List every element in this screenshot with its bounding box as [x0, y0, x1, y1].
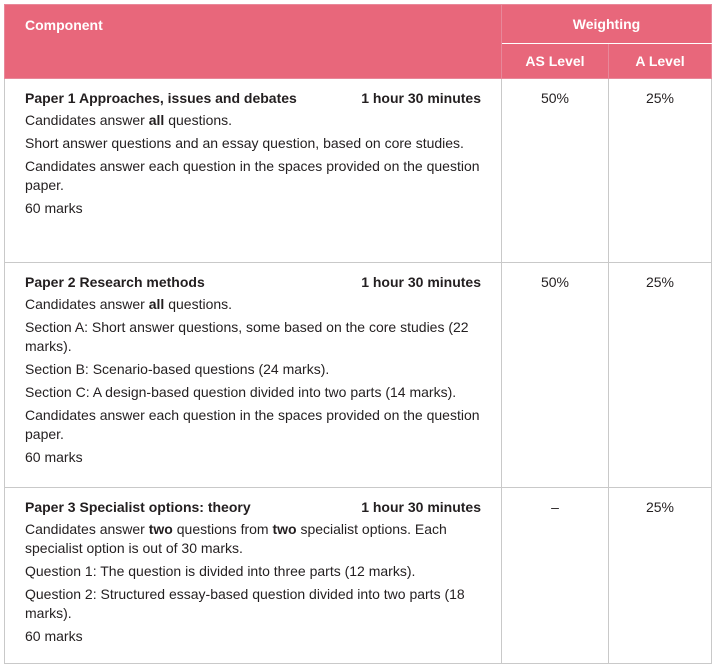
as-level-weight: –: [502, 488, 609, 664]
paper-3-description: [5, 488, 502, 664]
paper-heading: [25, 499, 481, 516]
marks-line: 60 marks: [25, 200, 83, 216]
paper-heading: [25, 90, 481, 107]
instruction-line: Candidates answer two questions from two specialist options. Each specialist option is out of 30 marks.: [25, 521, 447, 556]
description-line: Candidates answer each question in the spaces provided on the question paper.: [25, 407, 480, 442]
paper-duration: 1 hour 30 minutes: [361, 499, 481, 515]
description-line: Short answer questions and an essay question, based on core studies.: [25, 135, 464, 151]
description-line: Section A: Short answer questions, some based on the core studies (22 marks).: [25, 319, 469, 354]
paper-1-description: [5, 79, 502, 263]
description-line: Question 2: Structured essay-based question divided into two parts (18 marks).: [25, 586, 465, 621]
a-level-header: A Level: [609, 44, 712, 79]
paper-heading: [25, 274, 481, 291]
description-line: Section B: Scenario-based questions (24 marks).: [25, 361, 330, 377]
table-row: [5, 79, 712, 263]
description-line: Candidates answer each question in the spaces provided on the question paper.: [25, 158, 480, 193]
a-level-weight: 25%: [609, 488, 712, 664]
a-level-weight: 25%: [609, 79, 712, 263]
description-line: Section C: A design-based question divided into two parts (14 marks).: [25, 384, 457, 400]
a-level-weight: 25%: [609, 263, 712, 488]
assessment-table: [4, 4, 712, 664]
as-level-header: AS Level: [502, 44, 609, 79]
table-row: [5, 263, 712, 488]
paper-title: Paper 1 Approaches, issues and debates: [25, 90, 297, 106]
instruction-line: Candidates answer all questions.: [25, 112, 233, 128]
marks-line: 60 marks: [25, 628, 83, 644]
instruction-line: Candidates answer all questions.: [25, 296, 233, 312]
as-level-weight: 50%: [502, 79, 609, 263]
paper-title: Paper 2 Research methods: [25, 274, 205, 290]
table-row: [5, 488, 712, 664]
paper-2-description: [5, 263, 502, 488]
paper-duration: 1 hour 30 minutes: [361, 90, 481, 106]
description-line: Question 1: The question is divided into three parts (12 marks).: [25, 563, 416, 579]
paper-title: Paper 3 Specialist options: theory: [25, 499, 251, 515]
paper-duration: 1 hour 30 minutes: [361, 274, 481, 290]
weighting-header: Weighting: [502, 5, 712, 44]
marks-line: 60 marks: [25, 449, 83, 465]
as-level-weight: 50%: [502, 263, 609, 488]
component-header: Component: [5, 5, 502, 79]
